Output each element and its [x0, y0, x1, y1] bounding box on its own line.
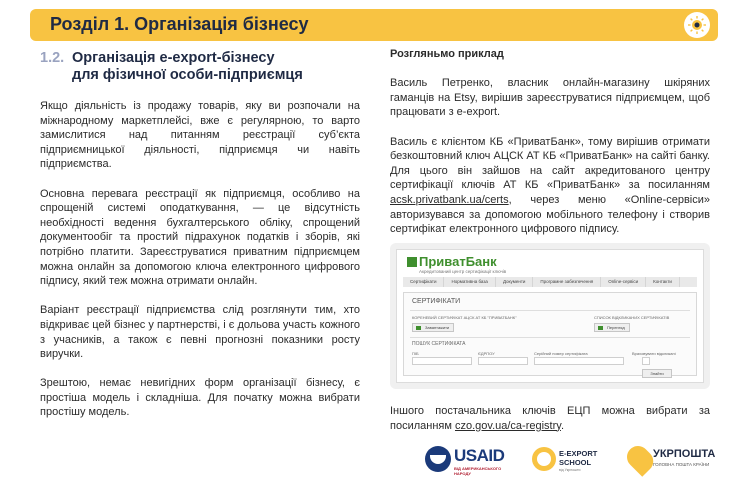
usaid-emblem-icon: [425, 446, 451, 472]
download-button[interactable]: [412, 323, 454, 332]
ukrposhta-tagline: ГОЛОВНА ПОШТА КРАЇНИ: [653, 462, 710, 467]
section-title-line2: для фізичної особи-підприємця: [72, 67, 303, 83]
nav-item[interactable]: Програмне забезпечення: [533, 277, 601, 287]
revoked-list-label: СПИСОК ВІДКЛИКАНИХ СЕРТИФІКАТІВ: [594, 315, 670, 320]
usaid-tagline: ВІД АМЕРИКАНСЬКОГО НАРОДУ: [454, 466, 502, 476]
screenshot-page: [396, 249, 704, 383]
registry-note: [390, 404, 710, 433]
pib-input[interactable]: [412, 357, 472, 365]
nav-item[interactable]: Сертифікати: [403, 277, 444, 287]
registry-link[interactable]: czo.gov.ua/ca-registry: [454, 419, 561, 432]
root-cert-label: КОРЕНЕВИЙ СЕРТИФІКАТ АЦСК АТ КБ "ПРИВАТБАНК": [412, 315, 517, 320]
certificates-box: [403, 292, 697, 376]
section-title-line1: Організація е-export-бізнесу: [72, 50, 275, 66]
edrpou-input[interactable]: [478, 357, 528, 365]
usaid-wordmark: USAID: [454, 446, 505, 465]
privatbank-logo: [407, 254, 497, 269]
view-button[interactable]: [594, 323, 630, 332]
section-number: 1.2.: [40, 50, 65, 66]
usaid-logo: [425, 444, 503, 474]
nav-item[interactable]: Контакти: [646, 277, 680, 287]
example-paragraph: Василь Петренко, власник онлайн-магазину шкіряних гаманців на Etsy, вирішив зареєструватися підприємцем, щоб працювати з е-export.: [390, 77, 710, 119]
example-column: [390, 47, 710, 251]
download-label: Завантажити: [425, 325, 450, 330]
example-text: Василь є клієнтом КБ «ПриватБанк», тому вирішив отримати безкоштовний ключ АЦСК АТ КБ «ПриватБанк» на сайті банку. Для цього він зайшов на сайт акредитованого центру сертифікації ключів АТ КБ «ПриватБанк» за посиланням: [390, 135, 710, 192]
divider: [410, 310, 690, 311]
example-text: , через меню «Online-сервіси» авторизувався за допомогою мобільного телефону і створив сертифікат електронного цифрового підпису.: [390, 193, 710, 236]
example-paragraph: [390, 135, 710, 237]
chapter-header: [30, 9, 718, 41]
ukrposhta-wordmark: УКРПОШТА: [653, 448, 716, 460]
acsk-link[interactable]: acsk.privatbank.ua/certs: [390, 193, 509, 206]
section-title: [72, 50, 372, 84]
download-icon: [416, 326, 421, 330]
partner-logos: [425, 440, 715, 480]
field-label-serial: Серійний номер сертифіката: [534, 351, 588, 356]
divider: [410, 337, 690, 338]
serial-input[interactable]: [534, 357, 624, 365]
e-export-line1: E-EXPORT: [559, 449, 598, 458]
note-text: Іншого постачальника ключів ЕЦП можна вибрати за посиланням: [390, 405, 710, 432]
left-column-text: [40, 99, 360, 435]
e-export-school-sun-icon: [684, 12, 710, 38]
field-label-pib: ПІБ: [412, 351, 419, 356]
paragraph: Основна перевага реєстрації як підприємця, особливо на спрощеній системі оподаткування, — це відсутність необхідності ведення бухгалтерського обліку, спрощений документообіг та простий підрахунок податків і зборів, які потрібно платити. Зареєструватися приватним підприємцем можна онлайн за допомогою ключа електронного цифрового підпису, який теж можна отримати онлайн.: [40, 187, 360, 288]
field-label-revoked: Враховувати відкликані: [632, 351, 676, 356]
field-label-edrpou: ЄДРПОУ: [478, 351, 495, 356]
search-button[interactable]: Знайти: [642, 369, 672, 378]
view-label: Перегляд: [607, 325, 625, 330]
privatbank-square-icon: [407, 257, 417, 267]
search-title: ПОШУК СЕРТИФІКАТА: [412, 341, 466, 347]
nav-item[interactable]: Документи: [496, 277, 533, 287]
revoked-checkbox[interactable]: [642, 357, 650, 365]
paragraph: Якщо діяльність із продажу товарів, яку ви розпочали на міжнародному маркетплейсі, вже є регулярною, то варто замислитися над питанням реєстрації суб’єкта підприємницької діяльності, підприємця чи навіть підприємства.: [40, 100, 360, 171]
chapter-title: Розділ 1. Організація бізнесу: [50, 14, 309, 34]
nav-item[interactable]: Online-сервіси: [601, 277, 646, 287]
e-export-school-logo: [532, 444, 607, 476]
ukrposhta-logo: [627, 444, 719, 476]
e-export-line2: SCHOOL: [559, 458, 592, 467]
e-export-sun-icon: [532, 447, 556, 471]
nav-item[interactable]: Нормативна база: [444, 277, 495, 287]
privatbank-nav: [403, 277, 697, 287]
example-title: Розгляньмо приклад: [390, 48, 504, 60]
privatbank-subtitle: Акредитований центр сертифікації ключів: [419, 269, 507, 274]
privatbank-brand: ПриватБанк: [419, 254, 497, 269]
privatbank-screenshot: [390, 243, 710, 389]
view-icon: [598, 326, 603, 330]
paragraph: Варіант реєстрації підприємства слід розглянути тим, хто відкриває цей бізнес у партнерстві, і є дольова участь кожного з учасників, а також є певні прогнозні показники росту виручки.: [40, 304, 360, 361]
certificates-title: СЕРТИФІКАТИ: [412, 298, 461, 305]
paragraph: Зрештою, немає невигідних форм організації бізнесу, є простіша модель і складніша. Для початку можна вибрати простішу модель.: [40, 377, 360, 419]
e-export-tagline: від Укрпошти: [559, 468, 581, 472]
note-text: .: [560, 419, 565, 432]
